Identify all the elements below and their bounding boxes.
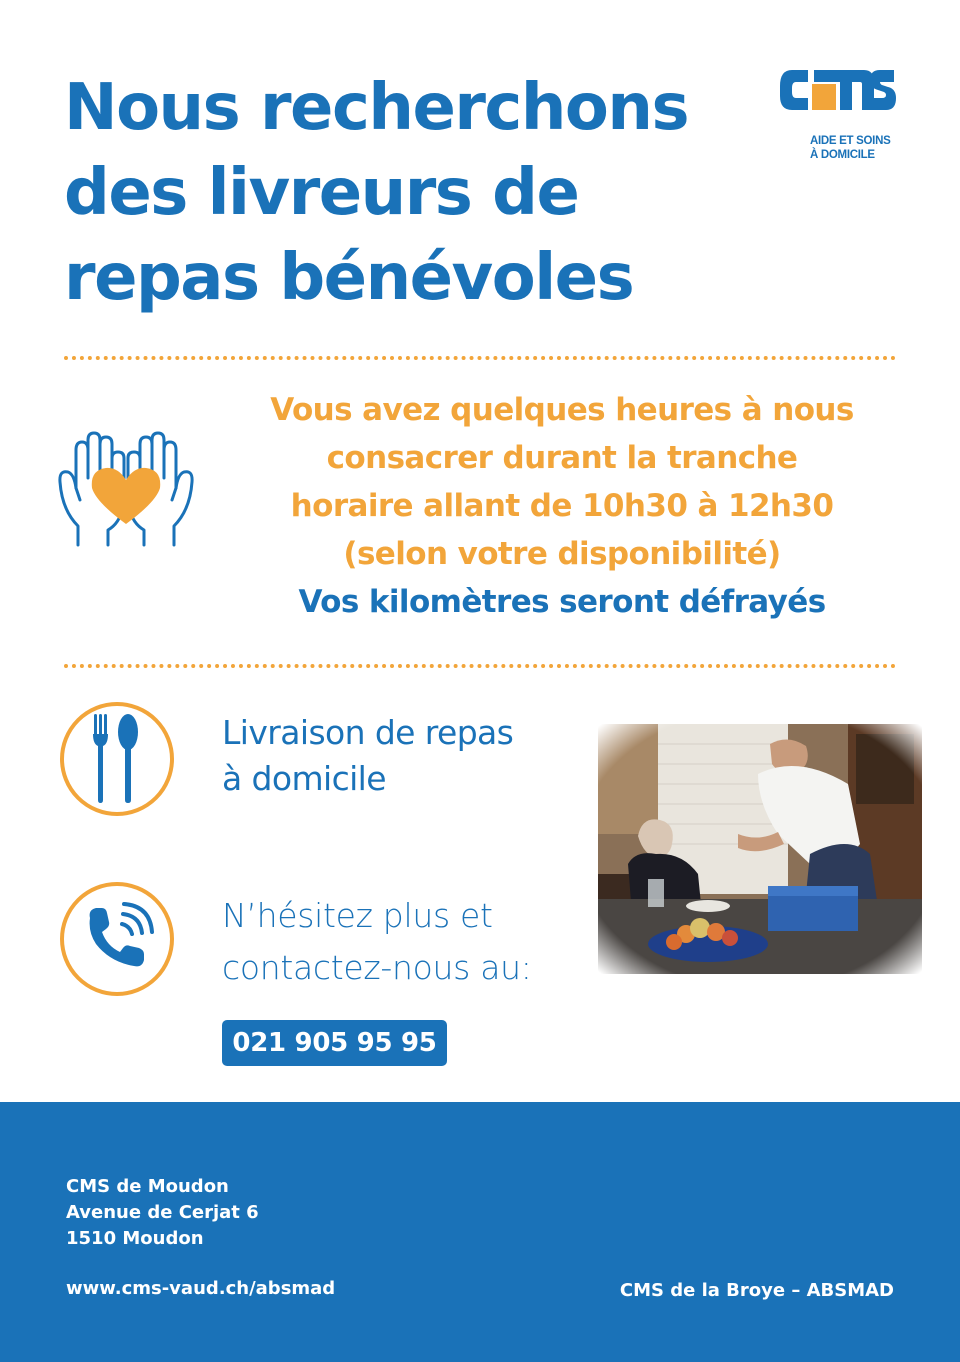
contact-line: contactez-nous au:: [222, 948, 532, 987]
address-line: CMS de Moudon: [66, 1176, 229, 1197]
delivery-heading: [222, 710, 513, 802]
address-line: 1510 Moudon: [66, 1228, 204, 1249]
cms-logo: [778, 64, 898, 174]
phone-icon: [58, 880, 176, 998]
dotted-divider: [64, 664, 896, 668]
mileage-note: Vos kilomètres seront défrayés: [298, 584, 826, 620]
meal-delivery-photo: [598, 724, 922, 974]
footer: [0, 1102, 960, 1362]
address-line: Avenue de Cerjat 6: [66, 1202, 259, 1223]
availability-line: Vous avez quelques heures à nous: [270, 392, 854, 428]
availability-line: (selon votre disponibilité): [343, 536, 781, 572]
delivery-line: à domicile: [222, 759, 386, 798]
contact-line: N’hésitez plus et: [222, 896, 493, 935]
organization-name: CMS de la Broye – ABSMAD: [619, 1280, 894, 1301]
title-line: Nous recherchons: [64, 71, 689, 145]
delivery-line: Livraison de repas: [222, 713, 514, 752]
contact-text: [222, 890, 532, 994]
page-title: [64, 66, 744, 321]
logo-tagline: [810, 134, 910, 162]
title-line: repas bénévoles: [64, 241, 634, 315]
availability-text: [222, 386, 902, 626]
phone-number-button[interactable]: 021 905 95 95: [222, 1020, 447, 1066]
website-link[interactable]: www.cms-vaud.ch/absmad: [66, 1278, 336, 1299]
availability-line: consacrer durant la tranche: [326, 440, 798, 476]
footer-address: [66, 1174, 259, 1252]
title-line: des livreurs de: [64, 156, 579, 230]
availability-line: horaire allant de 10h30 à 12h30: [290, 488, 834, 524]
hands-heart-icon: [56, 430, 196, 550]
fork-spoon-icon: [58, 700, 176, 818]
dotted-divider: [64, 356, 896, 360]
logo-tagline-line: AIDE ET SOINS: [810, 135, 891, 147]
cms-logo-mark: [778, 64, 896, 130]
logo-tagline-line: À DOMICILE: [810, 149, 875, 161]
